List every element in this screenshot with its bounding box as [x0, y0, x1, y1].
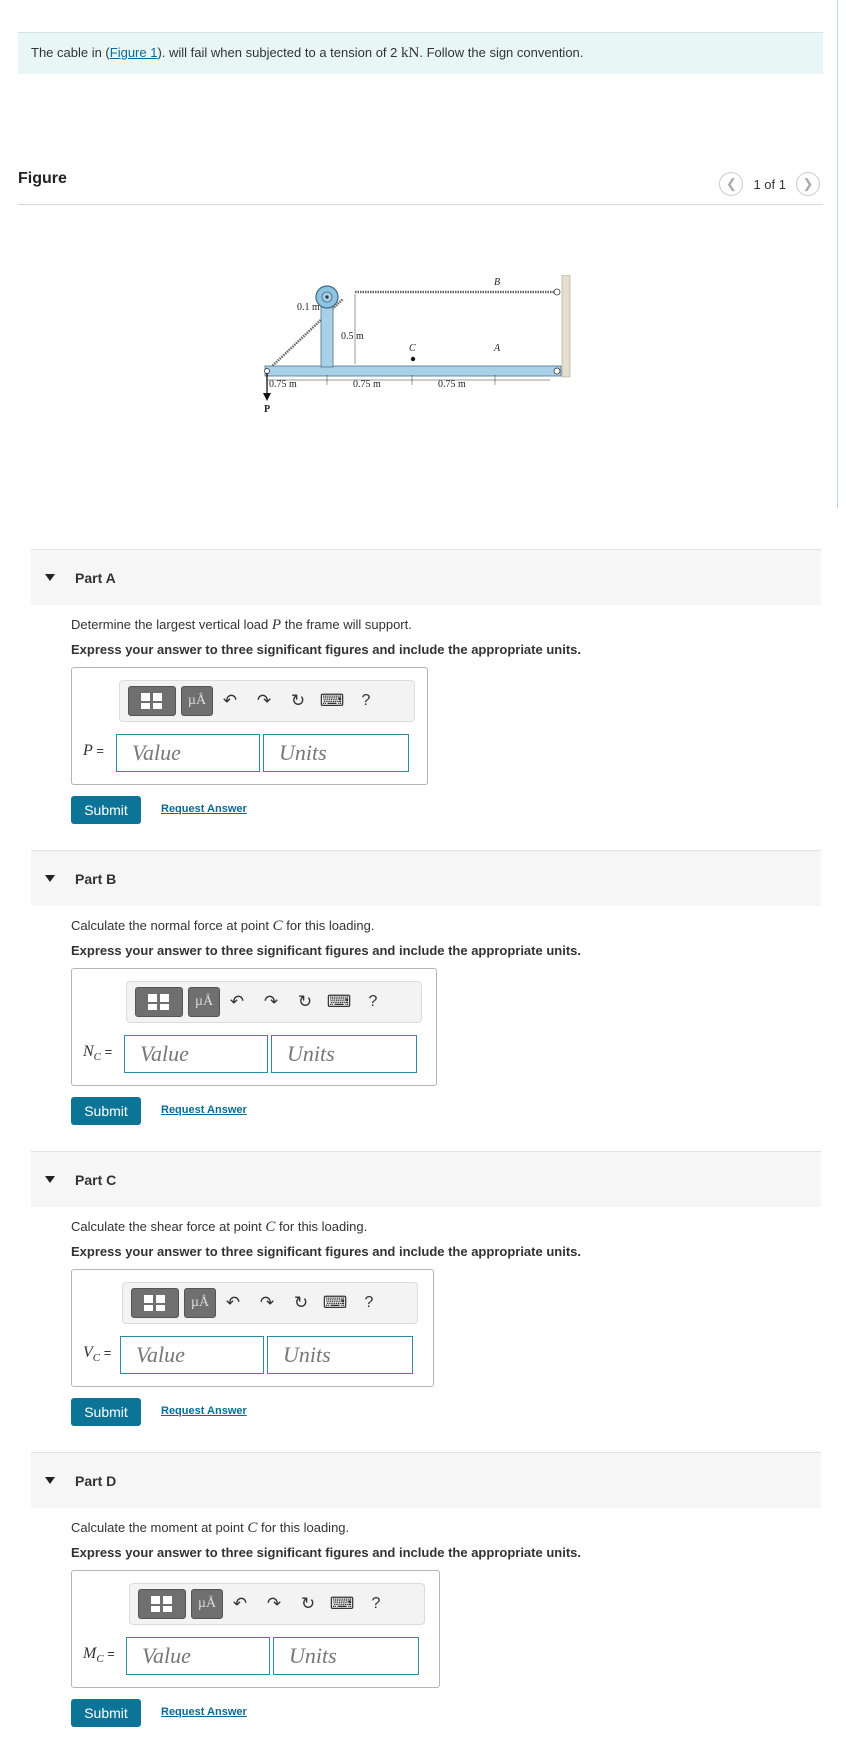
figure-pagination [719, 172, 820, 196]
scroll-divider [837, 0, 838, 508]
equals-sign: = [92, 743, 104, 758]
templates-button[interactable] [128, 686, 176, 716]
height-label: 0.5 m [341, 331, 364, 342]
question-text [71, 918, 374, 935]
question-suffix: for this loading. [260, 1520, 350, 1535]
instruction-text: Express your answer to three significant figures and include the appropriate units. [71, 943, 581, 958]
help-icon[interactable]: ? [361, 692, 371, 709]
answer-box [71, 667, 428, 785]
redo-icon[interactable]: ↷ [263, 992, 279, 1011]
submit-button[interactable]: Submit [71, 1699, 141, 1727]
end-pin [265, 369, 270, 374]
units-symbol-button[interactable]: µÅ [191, 1589, 223, 1619]
question-variable: C [265, 1219, 276, 1235]
part-title: Part B [75, 870, 117, 887]
radius-label: 0.1 m [297, 302, 320, 313]
pin-a [554, 368, 560, 374]
part-title: Part D [75, 1472, 117, 1489]
figure-divider [18, 204, 823, 205]
answer-box [71, 968, 437, 1086]
frame-diagram [255, 275, 575, 425]
span-2-label: 0.75 m [353, 379, 381, 390]
equals-sign: = [103, 1646, 115, 1661]
value-input[interactable]: Value [116, 734, 260, 772]
question-variable: P [271, 617, 282, 633]
question-suffix: the frame will support. [284, 617, 412, 632]
keyboard-icon[interactable]: ⌨ [329, 1594, 355, 1613]
variable-subscript: C [93, 1051, 102, 1064]
problem-statement: The cable in (Figure 1). will fail when subjected to a tension of 2 kN. Follow the sign convention. [18, 32, 823, 74]
request-answer-link[interactable]: Request Answer [161, 1405, 247, 1417]
part-d-header[interactable] [31, 1452, 821, 1508]
units-input[interactable]: Units [263, 734, 409, 772]
variable-label [83, 1645, 115, 1665]
horizontal-beam [265, 366, 561, 376]
part-title: Part C [75, 1171, 117, 1188]
variable-label [83, 1344, 111, 1364]
submit-button[interactable]: Submit [71, 1398, 141, 1426]
variable-name: N [83, 1043, 94, 1060]
request-answer-link[interactable]: Request Answer [161, 803, 247, 815]
variable-name: M [83, 1645, 97, 1662]
answer-box [71, 1570, 440, 1688]
templates-button[interactable] [131, 1288, 179, 1318]
equals-sign: = [101, 1044, 113, 1059]
reset-icon[interactable]: ↻ [297, 992, 313, 1011]
variable-label [83, 742, 104, 760]
keyboard-icon[interactable]: ⌨ [326, 992, 352, 1011]
point-c-marker [411, 357, 415, 361]
units-symbol-button[interactable]: µÅ [181, 686, 213, 716]
question-variable: C [247, 1520, 258, 1536]
question-text [71, 1520, 349, 1537]
variable-name: P [83, 742, 93, 759]
template-icon [147, 1594, 177, 1614]
pin-b [554, 289, 560, 295]
span-1-label: 0.75 m [269, 379, 297, 390]
question-prefix: Calculate the shear force at point [71, 1219, 262, 1234]
value-input[interactable]: Value [126, 1637, 270, 1675]
chevron-left-icon[interactable]: ❮ [719, 172, 743, 196]
request-answer-link[interactable]: Request Answer [161, 1706, 247, 1718]
units-symbol-button[interactable]: µÅ [188, 987, 220, 1017]
units-symbol-button[interactable]: µÅ [184, 1288, 216, 1318]
part-title: Part A [75, 569, 116, 586]
redo-icon[interactable]: ↷ [259, 1293, 275, 1312]
span-3-label: 0.75 m [438, 379, 466, 390]
caret-down-icon[interactable] [45, 875, 55, 882]
math-toolbar [126, 981, 422, 1023]
wall-support [562, 275, 570, 377]
undo-icon[interactable]: ↶ [232, 1594, 248, 1613]
caret-down-icon[interactable] [45, 1477, 55, 1484]
help-icon[interactable]: ? [364, 1294, 374, 1311]
undo-icon[interactable]: ↶ [225, 1293, 241, 1312]
math-toolbar [129, 1583, 425, 1625]
question-prefix: Calculate the normal force at point [71, 918, 269, 933]
request-answer-link[interactable]: Request Answer [161, 1104, 247, 1116]
caret-down-icon[interactable] [45, 1176, 55, 1183]
question-prefix: Calculate the moment at point [71, 1520, 244, 1535]
value-input[interactable]: Value [124, 1035, 268, 1073]
units-input[interactable]: Units [273, 1637, 419, 1675]
part-c-header[interactable] [31, 1151, 821, 1207]
redo-icon[interactable]: ↷ [256, 691, 272, 710]
math-toolbar [122, 1282, 418, 1324]
equals-sign: = [100, 1345, 112, 1360]
undo-icon[interactable]: ↶ [222, 691, 238, 710]
variable-label [83, 1043, 112, 1063]
variable-subscript: C [96, 1653, 104, 1666]
variable-name: V [83, 1344, 93, 1361]
submit-button[interactable]: Submit [71, 1097, 141, 1125]
undo-icon[interactable]: ↶ [229, 992, 245, 1011]
submit-button[interactable]: Submit [71, 796, 141, 824]
question-prefix: Determine the largest vertical load [71, 617, 269, 632]
instruction-text: Express your answer to three significant figures and include the appropriate units. [71, 1244, 581, 1259]
figure-link[interactable]: Figure 1 [109, 45, 158, 60]
question-suffix: for this loading. [286, 918, 375, 933]
reset-icon[interactable]: ↻ [293, 1293, 309, 1312]
question-text [71, 617, 412, 634]
point-c-label: C [409, 343, 416, 354]
question-variable: C [272, 918, 283, 934]
instruction-text: Express your answer to three significant figures and include the appropriate units. [71, 642, 581, 657]
variable-subscript: C [92, 1352, 101, 1365]
caret-down-icon[interactable] [45, 574, 55, 581]
reset-icon[interactable]: ↻ [300, 1594, 316, 1613]
template-icon [144, 992, 174, 1012]
reset-icon[interactable]: ↻ [290, 691, 306, 710]
math-toolbar [119, 680, 415, 722]
units-input[interactable]: Units [271, 1035, 417, 1073]
part-b-header[interactable] [31, 850, 821, 906]
template-icon [140, 1293, 170, 1313]
help-icon[interactable]: ? [368, 993, 378, 1010]
templates-button[interactable] [135, 987, 183, 1017]
help-icon[interactable]: ? [371, 1595, 381, 1612]
instruction-text: Express your answer to three significant figures and include the appropriate units. [71, 1545, 581, 1560]
templates-button[interactable] [138, 1589, 186, 1619]
units-input[interactable]: Units [267, 1336, 413, 1374]
keyboard-icon[interactable]: ⌨ [319, 691, 345, 710]
chevron-right-icon[interactable]: ❯ [796, 172, 820, 196]
redo-icon[interactable]: ↷ [266, 1594, 282, 1613]
question-text [71, 1219, 367, 1236]
figure-title: Figure [18, 170, 67, 187]
point-a-label: A [494, 343, 501, 354]
answer-box [71, 1269, 434, 1387]
point-b-label: B [494, 277, 501, 288]
keyboard-icon[interactable]: ⌨ [322, 1293, 348, 1312]
question-suffix: for this loading. [279, 1219, 368, 1234]
page-indicator: 1 of 1 [753, 176, 786, 192]
part-a-header[interactable] [31, 549, 821, 605]
value-input[interactable]: Value [120, 1336, 264, 1374]
template-icon [137, 691, 167, 711]
load-label: P [264, 404, 271, 415]
